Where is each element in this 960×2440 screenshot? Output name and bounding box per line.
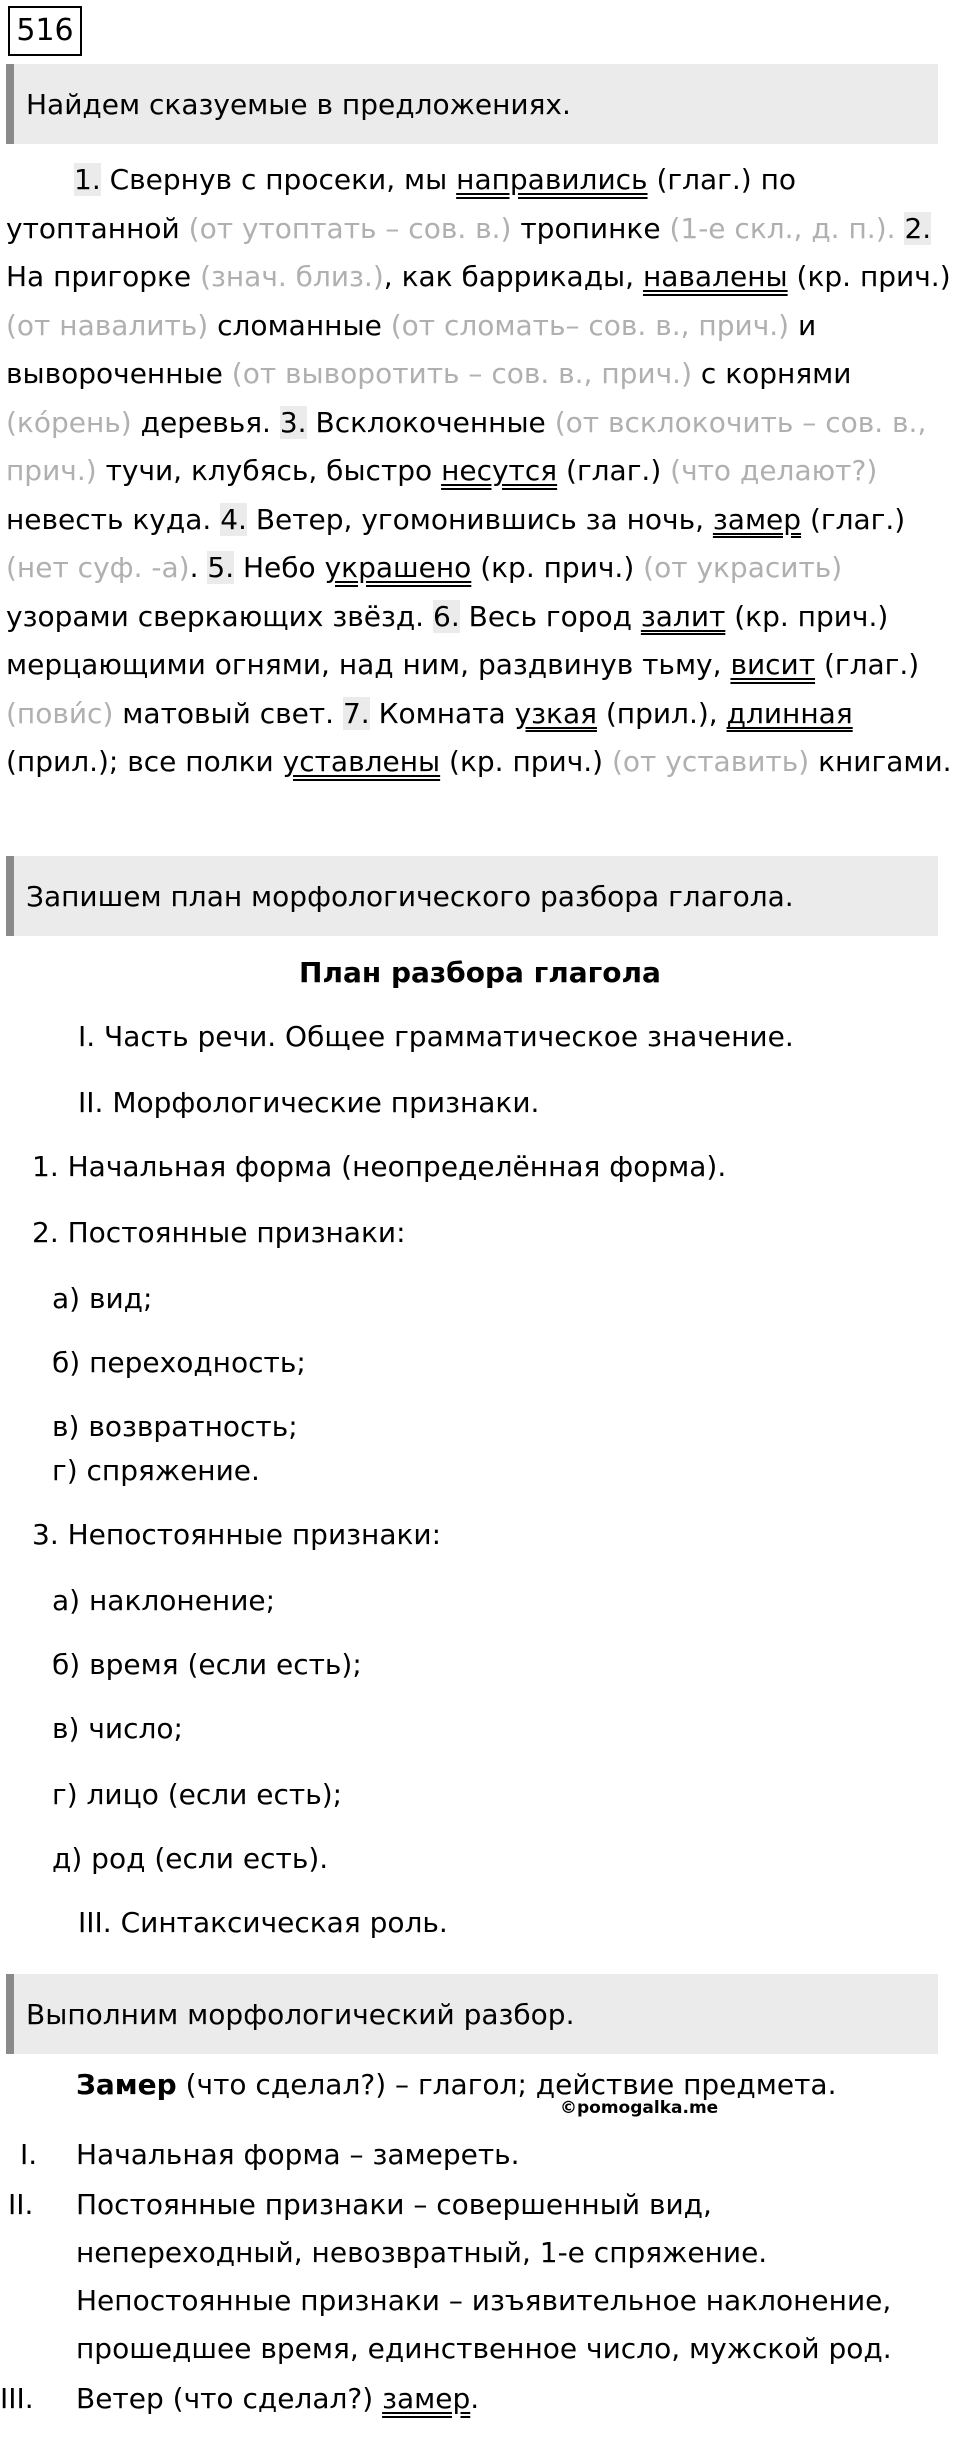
grey-note: (от выворотить – сов. в., прич.) [231,357,692,390]
text-span: (кр. прич.) [480,551,635,584]
predicate-word: украшено [324,551,472,584]
text-span: (кр. прич.) [734,599,889,633]
predicate-word: уставлены [282,745,441,778]
text-span: Ветер, угомонившись за ночь, [255,502,704,536]
predicate-word: навалены [642,260,788,293]
grey-note: (от сломать– сов. в., прич.) [390,308,790,342]
text-span: узорами сверкающих звёзд. [6,599,425,633]
grey-note: (нет суф. -а) [6,551,190,584]
plan-item: 1. Начальная форма (неопределённая форма). [32,1150,727,1183]
morph-word: вывороченные [6,357,223,390]
analysis-intro-text: (что сделал?) – глагол; действие предмета. [185,2068,837,2101]
plan-item: I. Часть речи. Общее грамматическое значение. [78,1020,794,1053]
section-header-plan [6,856,938,936]
sentence-number: 6. [433,599,460,633]
grey-note: (пови́с) [6,696,114,730]
predicate-word: узкая [514,696,597,730]
plan-item: III. Синтаксическая роль. [78,1906,448,1939]
plan-item: 2. Постоянные признаки: [32,1216,406,1249]
predicate-word: замер [712,502,802,536]
section-header-analysis [6,1974,938,2054]
section-header-text: Запишем план морфологического разбора глагола. [26,879,794,913]
grey-note: уставить) [665,745,810,778]
sentence-number: 3. [279,405,307,439]
morph-word: На пригорке [6,260,192,293]
text-span: (прил.); все полки [6,745,274,778]
analysis-text: . [470,2382,480,2415]
text-span: (прил.), [605,696,718,730]
plan-item: в) возвратность; [52,1410,298,1443]
text-span: (глаг.) по [656,163,797,196]
predicate-word: залит [640,599,726,633]
text-span: тучи, клубясь, быстро [105,454,433,487]
grey-note: (1-е скл., д. п.). [669,211,896,245]
section-header-text: Найдем сказуемые в предложениях. [26,87,571,121]
text-span: прич.) [859,260,951,293]
section-header-predicates [6,64,938,144]
predicate-word: висит [730,648,816,681]
analysis-word: Замер [76,2068,177,2101]
predicate-word: направились [456,163,648,196]
text-span: Небо [243,551,316,584]
text-span: (глаг.) [823,648,920,681]
text-span: (кр. прич.) [449,745,604,778]
grey-note: (ко́рень) [6,405,132,439]
text-span: (глаг.) [809,502,906,536]
predicate-word: замер [382,2382,471,2415]
plan-title: План разбора глагола [299,956,661,989]
grey-note: (от утоптать – сов. в.) [188,211,512,245]
text-span: матовый свет. [122,696,335,730]
text-span: (кр. [796,260,852,293]
predicate-word: несутся [441,454,558,487]
morph-word: с корнями [700,357,852,390]
grey-note: (от навалить) [6,308,209,342]
text-span: (глаг.) [566,454,662,487]
sentence-number: 1. [74,163,101,196]
sentences-paragraph: 1. Свернув с просеки, мы направились (глаг.) по утоптанной (от утоптать – сов. в.) тропинке (1-е скл., д. п.). 2. На пригорке (знач. близ.), как баррикады, навалены (кр. прич.) (от навалить) сломанные (от сломать– сов. в., прич.) и вывороченные (от выворотить – сов. в., прич.) с корнями (ко́рень) деревья. 3. Всклокоченные (от всклокочить – сов. в., прич.) тучи, клубясь, быстро несутся (глаг.) (что делают?) невесть куда. 4. Ветер, угомонившись за ночь, замер (глаг.) (нет суф. -а). 5. Небо украшено (кр. прич.) (от украсить) узорами сверкающих звёзд. 6. Весь город залит (кр. прич.) мерцающими огнями, над ним, раздвинув тьму, висит (глаг.) (пови́с) матовый свет. 7. Комната узкая (прил.), длинная (прил.); все полки уставлены (кр. прич.) (от уставить) книгами. [6,163,952,778]
roman-numeral: II. [8,2188,34,2221]
analysis-line: Постоянные признаки – совершенный вид, [76,2188,712,2221]
analysis-line: прошедшее время, единственное число, мужской род. [76,2332,892,2365]
plan-item: 3. Непостоянные признаки: [32,1518,442,1551]
plan-item: д) род (если есть). [52,1842,329,1875]
grey-note: (от украсить) [643,551,843,584]
analysis-intro [76,2068,837,2101]
grey-note: (от [612,745,657,778]
morph-word: тропинке [520,211,661,245]
morph-word: сломанные [217,308,382,342]
plan-item: г) лицо (если есть); [52,1778,343,1811]
plan-item: а) вид; [52,1282,153,1315]
plan-item: II. Морфологические признаки. [78,1086,540,1119]
analysis-line [76,2382,479,2415]
plan-item: г) спряжение. [52,1454,260,1487]
text-span: Весь город [468,599,632,633]
text-span: , как баррикады, [383,260,635,293]
text-span: Свернув с просеки, мы [109,163,448,196]
section-header-text: Выполним морфологический разбор. [26,1997,575,2031]
text-span: и [797,308,817,342]
watermark: ©pomogalka.me [560,2098,719,2118]
roman-numeral: III. [0,2382,34,2415]
grey-note: (что делают?) [670,454,878,487]
task-number: 516 [8,6,82,56]
analysis-line: Начальная форма – замереть. [76,2138,520,2171]
analysis-line: Непостоянные признаки – изъявительное наклонение, [76,2284,892,2317]
plan-item: а) наклонение; [52,1584,276,1617]
morph-word: Всклокоченные [315,405,546,439]
text-span: мерцающими огнями, над ним, раздвинув тьму, [6,648,722,681]
text-span: книгами. [818,745,952,778]
sentence-number: 5. [207,551,235,584]
grey-note: (знач. близ.) [200,260,384,293]
plan-item: б) переходность; [52,1346,306,1379]
grey-note: в., прич.) [6,405,927,487]
predicate-word: длинная [726,696,853,730]
analysis-text: Ветер (что сделал?) [76,2382,374,2415]
sentence-number: 2. [904,211,932,245]
text-span: деревья. [140,405,271,439]
text-span: Комната [378,696,506,730]
morph-word: утоптанной [6,211,180,245]
roman-numeral: I. [20,2138,38,2171]
text-span: невесть куда. [6,502,212,536]
grey-note: (от всклокочить – сов. [554,405,884,439]
plan-item: в) число; [52,1712,183,1745]
analysis-line: непереходный, невозвратный, 1-е спряжение. [76,2236,768,2269]
sentence-number: 4. [220,502,247,536]
plan-item: б) время (если есть); [52,1648,362,1681]
sentence-number: 7. [342,696,370,730]
